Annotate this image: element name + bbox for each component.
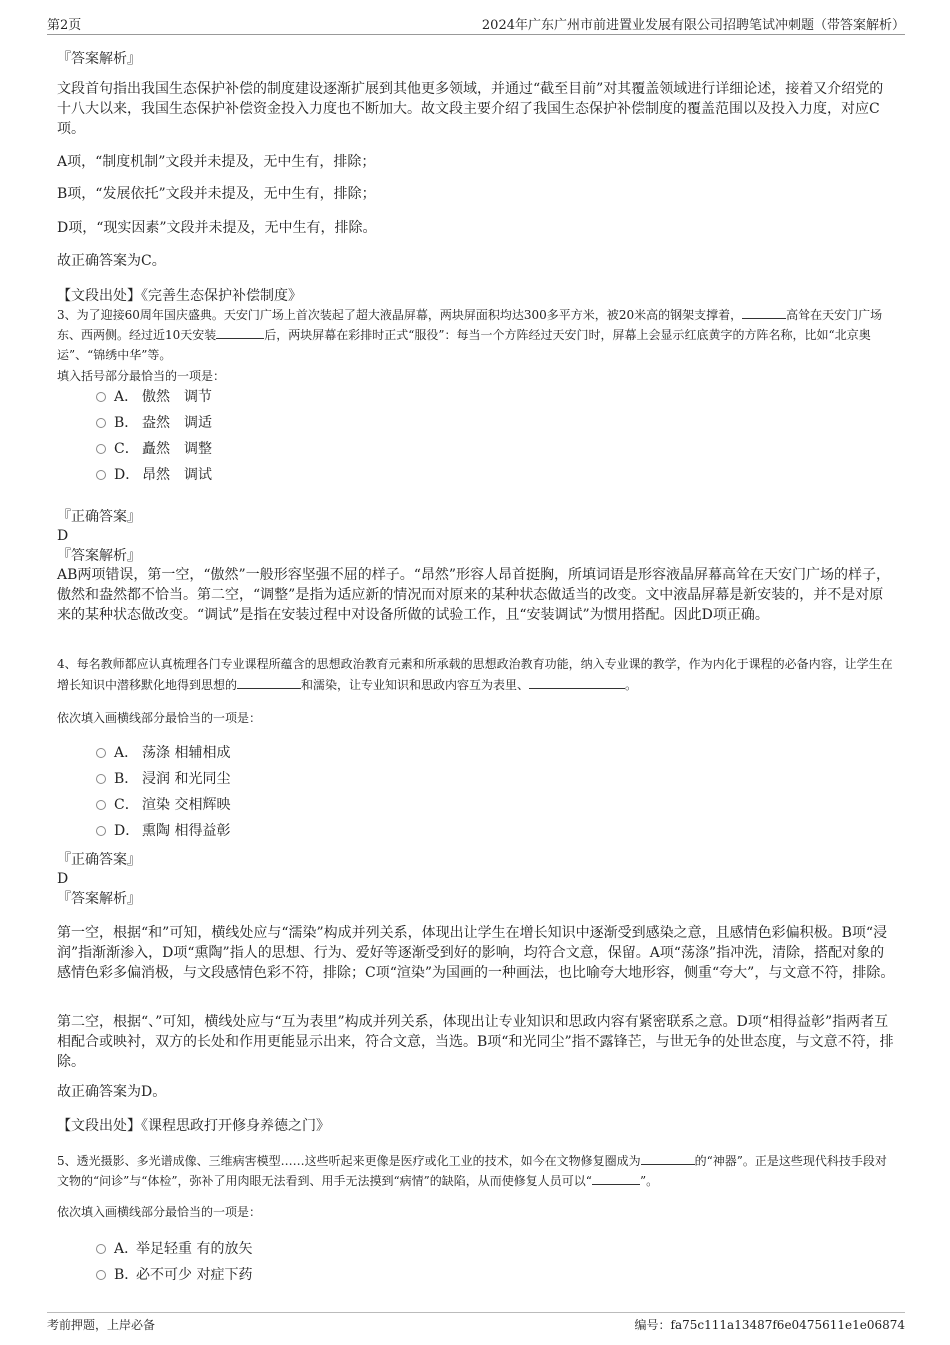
source-citation: 【文段出处】《课程思政打开修身养德之门》: [57, 1118, 330, 1134]
q4-option-a[interactable]: A． 荡涤 相辅相成: [96, 743, 230, 763]
answer-analysis-text: 文段首句指出我国生态保护补偿的制度建设逐渐扩展到其他更多领域，并通过“截至目前”对其覆盖领域进行详细论述，接着又介绍党的十八大以来，我国生态保护补偿资金投入力度也不断加大。故文段主要介绍了我国生态保护补偿制度的覆盖范围以及投入力度，对应C项。: [57, 81, 884, 137]
radio-icon[interactable]: [96, 826, 106, 836]
q3-option-b[interactable]: B． 盎然 调适: [96, 413, 212, 433]
answer-analysis-label: 『答案解析』: [57, 548, 141, 564]
radio-icon[interactable]: [96, 774, 106, 784]
answer-analysis-label: 『答案解析』: [57, 51, 141, 67]
q3-option-c[interactable]: C． 矗然 调整: [96, 439, 212, 459]
answer-analysis-text: AB两项错误，第一空，“傲然”一般形容坚强不屈的样子。“昂然”形容人昂首挺胸，所填词语是形容液晶屏幕高耸在天安门广场的样子，傲然和盎然都不恰当。第二空，“调整”是指为适应新的情况而对原来的某种状态做适当的改变。文中液晶屏幕是新安装的，并不是对原来的某种状态做改变。“调试”是指在安装过程中对设备所做的试验工作，且“安装调试”为惯用搭配。因此D项正确。: [57, 567, 891, 623]
q5-option-b[interactable]: B．必不可少 对症下药: [96, 1265, 252, 1285]
radio-icon[interactable]: [96, 748, 106, 758]
answer-analysis-label: 『答案解析』: [57, 891, 141, 907]
q4-option-d[interactable]: D． 熏陶 相得益彰: [96, 821, 230, 841]
question-5-stem: 5、透光摄影、多光谱成像、三维病害模型……这些听起来更像是医疗或化工业的技术，如今在文物修复圈成为 的“神器”。正是这些现代科技手段对文物的“问诊”与“体检”，弥补了用肉眼无法看到、用手无法摸到“病情”的缺陷，从而使修复人员可以“ ”。: [57, 1154, 887, 1188]
blank-line: [592, 1172, 640, 1185]
radio-icon[interactable]: [96, 392, 106, 402]
page-footer: [47, 1312, 905, 1332]
correct-answer-label: 『正确答案』: [57, 852, 141, 868]
page-number: 第2页: [47, 18, 82, 33]
question-5-prompt: 依次填入画横线部分最恰当的一项是：: [57, 1205, 262, 1219]
radio-icon[interactable]: [96, 470, 106, 480]
blank-line: [641, 1152, 695, 1165]
q4-option-c[interactable]: C． 渲染 交相辉映: [96, 795, 230, 815]
question-4-stem: 4、每名教师都应认真梳理各门专业课程所蕴含的思想政治教育元素和所承载的思想政治教育功能，纳入专业课的教学，作为内化于课程的必备内容，让学生在增长知识中潜移默化地得到思想的 和濡染，让专业知识和思政内容互为表里、 。: [57, 657, 893, 692]
page-header: [47, 12, 905, 35]
footer-slogan: 考前押题，上岸必备: [47, 1318, 156, 1332]
blank-line: [742, 306, 786, 319]
radio-icon[interactable]: [96, 800, 106, 810]
document-title: 2024年广东广州市前进置业发展有限公司招聘笔试冲刺题（带答案解析）: [481, 18, 905, 33]
blank-line: [237, 676, 301, 689]
q4-option-b[interactable]: B． 浸润 和光同尘: [96, 769, 230, 789]
radio-icon[interactable]: [96, 1270, 106, 1280]
q3-option-a[interactable]: A． 傲然 调节: [96, 387, 212, 407]
question-3-prompt: 填入括号部分最恰当的一项是：: [57, 369, 226, 383]
correct-answer: D: [57, 871, 69, 887]
final-answer: 故正确答案为C。: [57, 253, 166, 269]
correct-answer: D: [57, 528, 69, 544]
correct-answer-label: 『正确答案』: [57, 509, 141, 525]
q5-option-a[interactable]: A．举足轻重 有的放矢: [96, 1239, 252, 1259]
analysis-paragraph-1: 第一空，根据“和”可知，横线处应与“濡染”构成并列关系，体现出让学生在增长知识中逐渐受到感染之意，且感情色彩偏积极。B项“浸润”指渐渐渗入，D项“熏陶”指人的思想、行为、爱好等逐渐受到好的影响，均符合文意，保留。A项“荡涤”指冲洗，清除，搭配对象的感情色彩多偏消极，与文段感情色彩不符，排除；C项“渲染”为国画的一种画法，也比喻夸大地形容，侧重“夸大”，与文意不符，排除。: [57, 925, 895, 981]
document-id: 编号：fa75c111a13487f6e0475611e1e06874: [634, 1318, 905, 1332]
analysis-line-a: A项，“制度机制”文段并未提及，无中生有，排除；: [57, 154, 376, 170]
radio-icon[interactable]: [96, 444, 106, 454]
analysis-line-d: D项，“现实因素”文段并未提及，无中生有，排除。: [57, 220, 377, 236]
q3-option-d[interactable]: D． 昂然 调试: [96, 465, 212, 485]
blank-line: [529, 676, 625, 689]
analysis-line-b: B项，“发展依托”文段并未提及，无中生有，排除；: [57, 186, 376, 202]
question-4-prompt: 依次填入画横线部分最恰当的一项是：: [57, 711, 262, 725]
radio-icon[interactable]: [96, 1244, 106, 1254]
question-3-stem: 3、为了迎接60周年国庆盛典。天安门广场上首次装起了超大液晶屏幕，两块屏面积均达300多平方米，被20米高的钢架支撑着， 高耸在天安门广场东、西两侧。经过近10天安装 后，两块屏幕在彩排时正式“服役”：每当一个方阵经过天安门时，屏幕上会显示红底黄字的方阵名称，比如“北京奥运”、“锦绣中华”等。: [57, 308, 883, 362]
final-answer: 故正确答案为D。: [57, 1084, 167, 1100]
analysis-paragraph-2: 第二空，根据“、”可知，横线处应与“互为表里”构成并列关系，体现出让专业知识和思政内容有紧密联系之意。D项“相得益彰”指两者互相配合或映衬，双方的长处和作用更能显示出来，符合文意，当选。B项“和光同尘”指不露锋芒，与世无争的处世态度，与文意不符，排除。: [57, 1014, 894, 1070]
radio-icon[interactable]: [96, 418, 106, 428]
source-citation: 【文段出处】《完善生态保护补偿制度》: [57, 288, 302, 304]
blank-line: [216, 326, 264, 339]
